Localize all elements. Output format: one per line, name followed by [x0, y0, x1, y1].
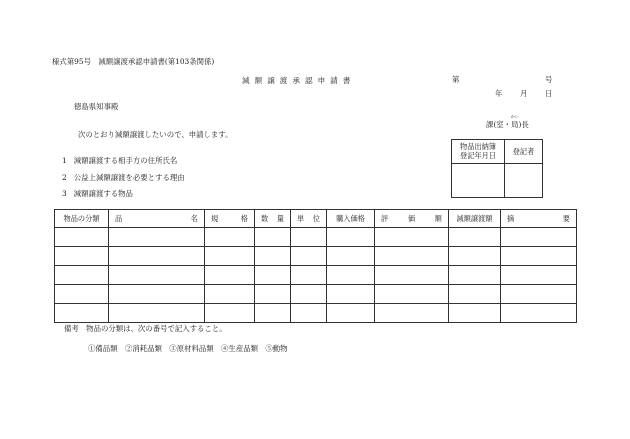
table-cell[interactable] — [55, 304, 109, 323]
column-header-text: 位 — [312, 213, 320, 223]
table-cell[interactable] — [109, 247, 205, 266]
table-cell[interactable] — [375, 285, 449, 304]
column-header-text: 量 — [276, 213, 284, 223]
form-number: 様式第95号 減額譲渡承認申請書(第103条関係) — [52, 57, 215, 66]
column-header-text: 格 — [240, 213, 248, 223]
table-cell[interactable] — [375, 304, 449, 323]
table-row — [55, 304, 577, 323]
table-cell[interactable] — [501, 285, 577, 304]
table-cell[interactable] — [109, 304, 205, 323]
number-label: 第 — [452, 75, 460, 84]
item-2-text: 公益上減額譲渡を必要とする理由 — [73, 173, 185, 182]
column-header-text: 数 — [261, 213, 269, 223]
item-3 — [62, 190, 133, 197]
table-cell[interactable] — [501, 266, 577, 285]
column-header — [109, 210, 205, 228]
column-header-text: 単 — [297, 213, 305, 223]
addressee: 徳島県知事殿 — [74, 102, 119, 111]
table-cell[interactable] — [255, 228, 291, 247]
column-header — [291, 210, 327, 228]
column-header — [327, 210, 375, 228]
recorder-cell[interactable] — [505, 164, 543, 198]
table-cell[interactable] — [255, 266, 291, 285]
department-kanji: 局 — [511, 120, 519, 129]
table-cell[interactable] — [255, 304, 291, 323]
goods-table — [54, 209, 577, 323]
table-cell[interactable] — [375, 266, 449, 285]
table-cell[interactable] — [55, 285, 109, 304]
table-cell[interactable] — [205, 266, 255, 285]
department-head — [486, 114, 529, 129]
register-label-line2: 登記年月日 — [460, 150, 496, 160]
table-cell[interactable] — [291, 285, 327, 304]
item-3-num: 3 — [62, 189, 67, 198]
table-cell[interactable] — [327, 228, 375, 247]
column-header-text: 名 — [190, 213, 198, 223]
table-cell[interactable] — [327, 285, 375, 304]
table-body — [55, 228, 577, 323]
date-year: 年 — [495, 89, 503, 98]
register-box — [451, 139, 543, 198]
column-header-text: 評 — [381, 213, 389, 223]
table-cell[interactable] — [205, 304, 255, 323]
table-cell[interactable] — [449, 304, 501, 323]
column-header — [501, 210, 577, 228]
table-cell[interactable] — [255, 247, 291, 266]
title-char: 書 — [342, 76, 356, 85]
table-cell[interactable] — [327, 266, 375, 285]
item-1-num: 1 — [62, 156, 67, 165]
register-label-line1: 物品出納簿 — [460, 142, 496, 152]
column-header-text: 購入価格 — [336, 213, 365, 223]
table-cell[interactable] — [55, 247, 109, 266]
title-char: 渡 — [279, 76, 293, 85]
column-header-text: 価 — [407, 213, 416, 223]
form-title — [242, 75, 355, 86]
table-cell[interactable] — [109, 228, 205, 247]
table-cell[interactable] — [449, 228, 501, 247]
table-cell[interactable] — [55, 228, 109, 247]
table-cell[interactable] — [109, 285, 205, 304]
item-1-text: 減額譲渡する相手方の住所氏名 — [73, 156, 178, 165]
title-char: 申 — [317, 76, 331, 85]
column-header — [255, 210, 291, 228]
item-1 — [62, 157, 177, 164]
table-cell[interactable] — [327, 247, 375, 266]
notes-label: 備考 物品の分類は、次の番号で記入すること。 — [64, 324, 227, 333]
table-cell[interactable] — [55, 266, 109, 285]
register-date-cell[interactable] — [452, 164, 505, 198]
category-list: ①備品類 ②消耗品類 ③原材料品類 ④生産品類 ⑤動物 — [88, 344, 288, 353]
column-header-text: 規 — [211, 213, 219, 223]
column-header-text: 額 — [434, 213, 442, 223]
table-cell[interactable] — [205, 228, 255, 247]
table-cell[interactable] — [501, 247, 577, 266]
table-row — [55, 247, 577, 266]
table-cell[interactable] — [255, 285, 291, 304]
column-header-text: 減額譲渡額 — [456, 213, 493, 223]
table-cell[interactable] — [327, 304, 375, 323]
department-suffix: )長 — [518, 120, 529, 129]
number-suffix: 号 — [545, 75, 553, 84]
table-cell[interactable] — [449, 285, 501, 304]
title-char: 譲 — [267, 76, 280, 85]
date-month: 月 — [520, 89, 528, 98]
department-ruby: かい — [510, 114, 519, 119]
column-header — [55, 210, 109, 228]
table-cell[interactable] — [449, 247, 501, 266]
table-cell[interactable] — [291, 247, 327, 266]
column-header-text: 物品の分類 — [63, 213, 100, 223]
title-char: 認 — [304, 76, 318, 85]
column-header-text: 要 — [562, 213, 570, 223]
register-date-label — [452, 140, 505, 164]
table-row — [55, 228, 577, 247]
table-row — [55, 266, 577, 285]
title-char: 額 — [254, 76, 268, 85]
item-2-num: 2 — [62, 173, 67, 182]
department-prefix: 課(室・ — [486, 120, 512, 129]
date-day: 日 — [545, 89, 553, 98]
table-cell[interactable] — [291, 266, 327, 285]
table-cell[interactable] — [449, 266, 501, 285]
recorder-label: 登記者 — [505, 140, 543, 164]
table-header-row — [55, 210, 577, 228]
table-cell[interactable] — [205, 247, 255, 266]
department-kanji-wrap — [510, 114, 519, 129]
table-row — [55, 285, 577, 304]
column-header — [205, 210, 255, 228]
item-2 — [62, 174, 185, 181]
table-cell[interactable] — [375, 228, 449, 247]
table-cell[interactable] — [291, 304, 327, 323]
column-header-text: 品 — [115, 213, 123, 223]
column-header — [375, 210, 449, 228]
table-cell[interactable] — [501, 228, 577, 247]
intro-text: 次のとおり減額譲渡したいので、申請します。 — [78, 130, 233, 139]
title-char: 請 — [330, 76, 343, 85]
title-char: 減 — [242, 76, 255, 85]
item-3-text: 減額譲渡する物品 — [73, 189, 133, 198]
column-header — [449, 210, 501, 228]
table-cell[interactable] — [205, 285, 255, 304]
table-cell[interactable] — [109, 266, 205, 285]
title-char: 承 — [292, 76, 305, 85]
table-cell[interactable] — [501, 304, 577, 323]
table-cell[interactable] — [375, 247, 449, 266]
column-header-text: 摘 — [507, 213, 515, 223]
table-cell[interactable] — [291, 228, 327, 247]
